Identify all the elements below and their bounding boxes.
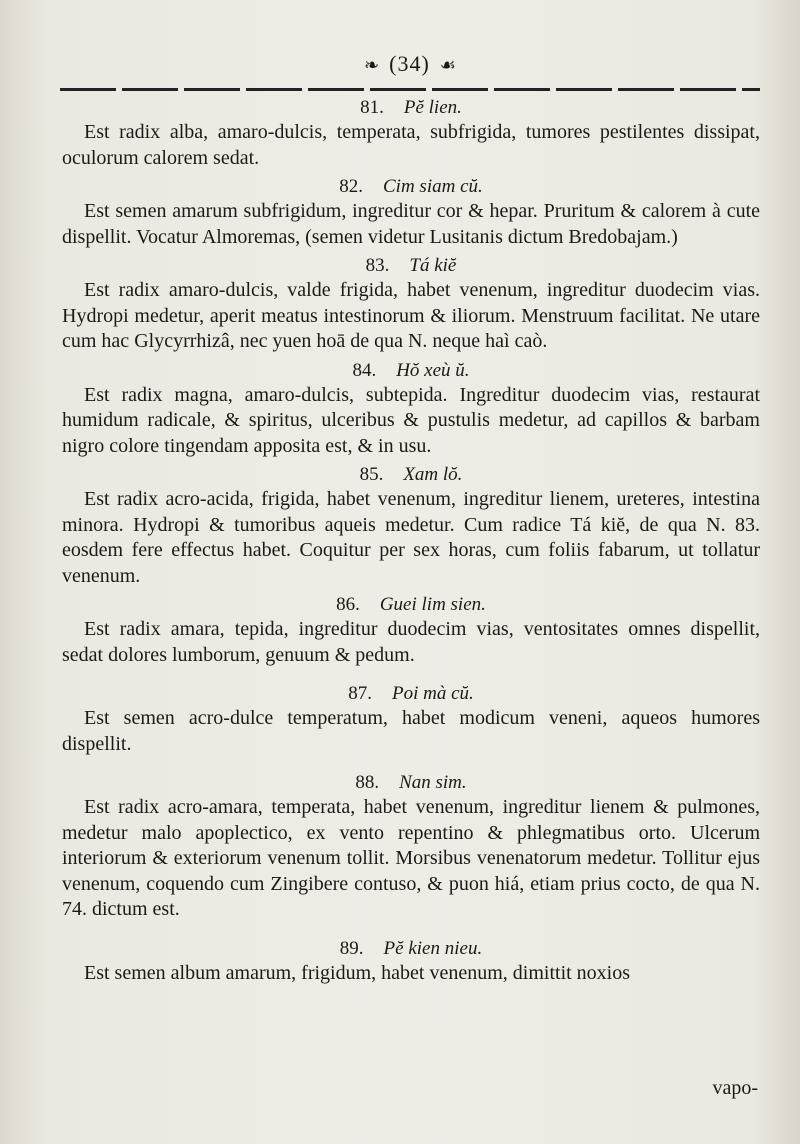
entry-heading bbox=[62, 463, 760, 487]
entry-text: Est semen acro-dulce temperatum, habet modicum veneni, aqueos humores dispellit. bbox=[62, 707, 760, 755]
spacer bbox=[62, 672, 760, 682]
entry-name: Pĕ lien. bbox=[403, 97, 462, 118]
entry-name: Tá kiĕ bbox=[409, 255, 457, 276]
entry-number: 84. bbox=[352, 359, 377, 381]
entry-number: 85. bbox=[359, 464, 384, 485]
entry-87 bbox=[62, 682, 760, 757]
entry-number: 88. bbox=[355, 772, 380, 793]
entry-name: Cim siam cŭ. bbox=[383, 176, 483, 197]
entry-heading bbox=[62, 175, 760, 199]
entry-86 bbox=[62, 593, 760, 668]
spacer bbox=[62, 761, 760, 771]
entry-name: Poi mà cŭ. bbox=[391, 683, 474, 704]
entry-heading bbox=[62, 771, 760, 795]
entry-text: Est radix acro-acida, frigida, habet venenum, ingreditur lienem, ureteres, intestina minora. Hydropi & tumoribus aqueis medetur. Cum radice Tá kiĕ, de qua N. 83. eosdem fere effectus habet. Coquitur per sex horas, cum foliis fabarum, ut tollatur venenum. bbox=[62, 488, 760, 587]
entry-heading bbox=[62, 682, 760, 706]
entry-heading bbox=[62, 593, 760, 617]
entry-number: 82. bbox=[339, 176, 363, 197]
entry-text: Est radix alba, amaro-dulcis, temperata, subfrigida, tumores pestilentes dissipat, oculorum calorem sedat. bbox=[62, 121, 760, 169]
entry-text: Est radix magna, amaro-dulcis, subtepida. Ingreditur duodecim vias, restaurat humidum radicale, & spiritus, ulceribus & pustulis medetur, ad capillos & barbam nigro colore tingendam apposita est, & in usu. bbox=[62, 383, 760, 457]
entry-heading bbox=[62, 359, 760, 383]
entry-81 bbox=[62, 96, 760, 171]
ornament-left-icon: ❧ bbox=[364, 55, 380, 75]
entry-number: 81. bbox=[360, 97, 384, 118]
entry-name: Guei lim sien. bbox=[379, 594, 486, 615]
spacer bbox=[62, 927, 760, 937]
page-header bbox=[60, 44, 760, 84]
entry-text: Est radix amara, tepida, ingreditur duodecim vias, ventositates omnes dispellit, sedat dolores lumborum, genuum & pedum. bbox=[62, 618, 760, 666]
entry-text: Est semen amarum subfrigidum, ingreditur cor & hepar. Pruritum & calorem à cute dispellit. Vocatur Almoremas, (semen videtur Lusitanis dictum Bredobajam.) bbox=[62, 200, 760, 248]
entry-number: 86. bbox=[336, 594, 360, 615]
page-number: (34) bbox=[389, 51, 430, 76]
entry-83 bbox=[62, 254, 760, 355]
catchword: vapo- bbox=[712, 1077, 758, 1099]
entry-84 bbox=[62, 359, 760, 460]
entry-number: 83. bbox=[365, 255, 390, 276]
entry-name: Xam lŏ. bbox=[403, 464, 463, 485]
entry-number: 87. bbox=[348, 683, 372, 704]
header-rule bbox=[60, 88, 760, 91]
entry-88 bbox=[62, 771, 760, 923]
entry-name: Pĕ kien nieu. bbox=[383, 937, 483, 959]
entry-heading bbox=[62, 937, 760, 961]
entry-text: Est semen album amarum, frigidum, habet venenum, dimittit noxios bbox=[84, 961, 631, 984]
entry-heading bbox=[62, 254, 760, 278]
entry-89 bbox=[62, 937, 760, 987]
entry-82 bbox=[62, 175, 760, 250]
entry-85 bbox=[62, 463, 760, 589]
entry-heading bbox=[62, 96, 760, 120]
ornament-right-icon: ☙ bbox=[439, 55, 456, 75]
entry-number: 89. bbox=[339, 937, 364, 959]
entry-name: Nan sim. bbox=[399, 772, 467, 793]
page-content bbox=[62, 96, 760, 990]
entry-text: Est radix amaro-dulcis, valde frigida, habet venenum, ingreditur duodecim vias. Hydropi medetur, aperit meatus intestinorum & iliorum. Menstruum facilitat. Ne utare cum hac Glycyrrhizâ, nec yuen hoā de qua N. neque haì caò. bbox=[62, 279, 760, 352]
entry-name: Hŏ xeù ŭ. bbox=[396, 359, 470, 381]
entry-text: Est radix acro-amara, temperata, habet venenum, ingreditur lienem & pulmones, medetur malo apoplectico, ex vento repentino & phlegmatibus orto. Ulcerum interiorum & exteriorum venenum tollit. Morsibus venenatorum medetur. Tollitur ejus venenum, coquendo cum Zingibere contuso, & puon hiá, etiam prius cocto, de qua N. 74. dictum est. bbox=[62, 796, 760, 920]
